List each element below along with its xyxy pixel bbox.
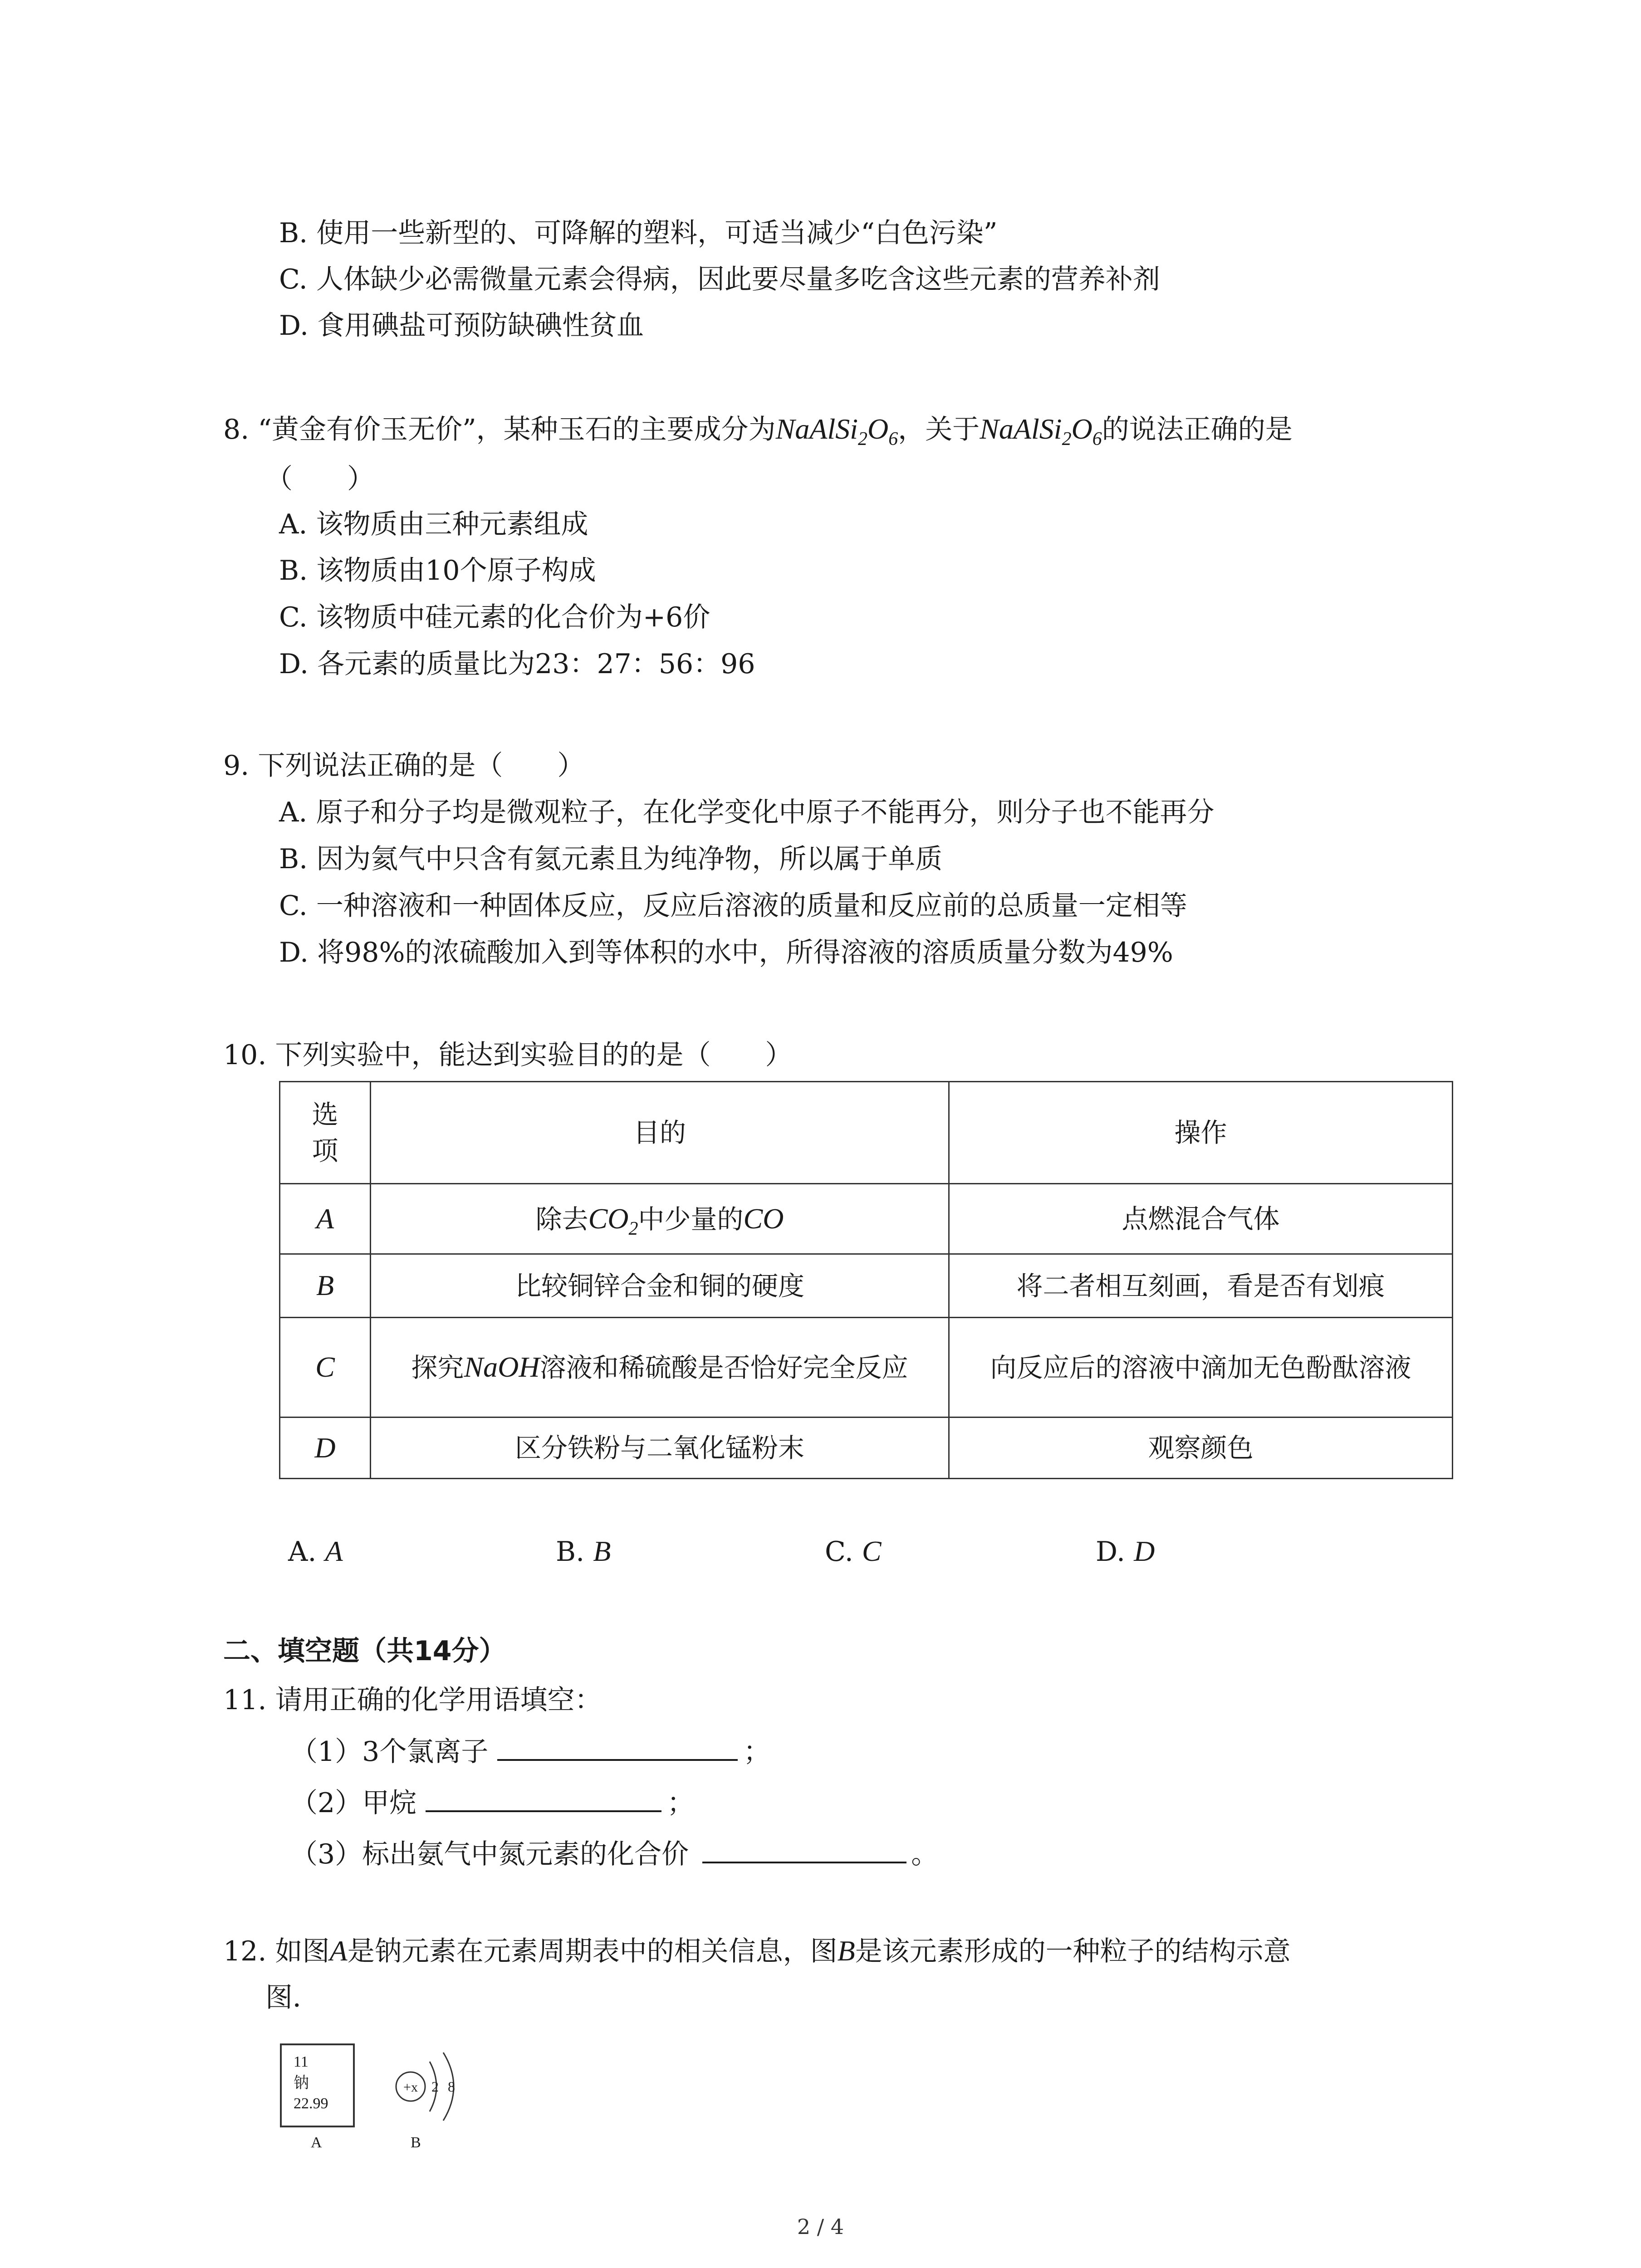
table-row	[280, 1318, 1453, 1418]
row-option: D	[280, 1418, 371, 1479]
row-operation: 观察颜色	[949, 1418, 1453, 1479]
q8-option-d: D. 各元素的质量比为23：27：56：96	[279, 648, 755, 680]
answer-blank[interactable]	[426, 1785, 661, 1812]
table-row	[280, 1254, 1453, 1318]
periodic-table-cell	[280, 2043, 355, 2127]
q7-option-b: B. 使用一些新型的、可降解的塑料，可适当减少“白色污染”	[279, 217, 998, 249]
table-row	[280, 1184, 1453, 1254]
q8-formula-2: $NaAlSi_2O_6$	[980, 413, 1102, 450]
q11-part-2: （2）甲烷 ；	[290, 1785, 694, 1819]
row-purpose: 比较铜锌合金和铜的硬度	[371, 1254, 949, 1318]
table-header-row	[280, 1082, 1453, 1184]
row-operation: 将二者相互刻画，看是否有划痕	[949, 1254, 1453, 1318]
row-operation: 点燃混合气体	[949, 1184, 1453, 1254]
q10-choice-a: A. A	[288, 1535, 343, 1568]
element-name: 钠	[294, 2074, 309, 2092]
q11-part-3: （3）标出氨气中氮元素的化合价 。	[290, 1836, 938, 1871]
shell-1-electrons: 2	[431, 2078, 439, 2095]
row-option: C	[280, 1318, 371, 1418]
q9-stem: 9. 下列说法正确的是（ ）	[223, 750, 585, 782]
q9-option-c: C. 一种溶液和一种固体反应，反应后溶液的质量和反应前的总质量一定相等	[279, 890, 1187, 922]
row-purpose: 除去$CO_2$中少量的CO	[371, 1184, 949, 1254]
q8-option-b: B. 该物质由10个原子构成	[279, 555, 596, 587]
q8-option-a: A. 该物质由三种元素组成	[279, 508, 588, 540]
q8-formula: $NaAlSi_2O_6$	[775, 413, 898, 450]
q10-choice-b: B. B	[556, 1535, 611, 1568]
q8-stem-text: 8. “黄金有价玉无价”，某种玉石的主要成分为	[223, 414, 776, 445]
answer-blank[interactable]	[497, 1734, 738, 1761]
q12-figure	[279, 2043, 497, 2157]
figure-label-a: A	[311, 2134, 322, 2151]
row-purpose: 探究NaOH溶液和稀硫酸是否恰好完全反应	[371, 1318, 949, 1418]
section-title: 二、填空题（共14分）	[223, 1635, 506, 1667]
answer-blank[interactable]	[702, 1836, 906, 1863]
atom-structure-diagram	[388, 2043, 492, 2134]
q8-stem-text-3: 的说法正确的是	[1102, 414, 1293, 445]
row-purpose: 区分铁粉与二氧化锰粉末	[371, 1418, 949, 1479]
q9-option-a: A. 原子和分子均是微观粒子，在化学变化中原子不能再分，则分子也不能再分	[279, 797, 1215, 828]
header-purpose: 目的	[371, 1082, 949, 1184]
q10-choice-d: D. D	[1096, 1535, 1155, 1568]
q10-stem: 10. 下列实验中，能达到实验目的的是（ ）	[223, 1039, 793, 1071]
q8-answer-paren: （ ）	[265, 463, 374, 495]
figure-label-b: B	[411, 2134, 421, 2151]
q9-option-b: B. 因为氦气中只含有氦元素且为纯净物，所以属于单质	[279, 843, 943, 875]
q8-stem-text-2: ，关于	[898, 414, 980, 445]
q12-stem: 12. 如图A是钠元素在元素周期表中的相关信息，图B是该元素形成的一种粒子的结构示意	[223, 1935, 1291, 1967]
nucleus-charge: +x	[403, 2080, 418, 2095]
table-row	[280, 1418, 1453, 1479]
header-operation: 操作	[949, 1082, 1453, 1184]
page-number: 2 / 4	[797, 2214, 844, 2239]
header-option: 选项	[280, 1082, 371, 1184]
q8-option-c: C. 该物质中硅元素的化合价为+6价	[279, 601, 710, 633]
row-operation: 向反应后的溶液中滴加无色酚酞溶液	[949, 1318, 1453, 1418]
q10-experiment-table	[279, 1081, 1453, 1479]
atomic-number: 11	[294, 2053, 309, 2070]
q7-option-c: C. 人体缺少必需微量元素会得病，因此要尽量多吃含这些元素的营养补剂	[279, 264, 1160, 295]
q8-stem	[223, 413, 1293, 450]
q11-part-1: （1）3个氯离子 ；	[290, 1734, 770, 1768]
shell-2-electrons: 8	[448, 2078, 455, 2095]
row-option: A	[280, 1184, 371, 1254]
row-option: B	[280, 1254, 371, 1318]
q7-option-d: D. 食用碘盐可预防缺碘性贫血	[279, 310, 644, 342]
q10-choice-c: C. C	[825, 1535, 882, 1568]
q12-stem-end: 图．	[265, 1982, 320, 2014]
q11-stem: 11. 请用正确的化学用语填空：	[223, 1684, 602, 1716]
q9-option-d: D. 将98%的浓硫酸加入到等体积的水中，所得溶液的溶质质量分数为49%	[279, 937, 1173, 968]
atomic-mass: 22.99	[294, 2095, 328, 2112]
